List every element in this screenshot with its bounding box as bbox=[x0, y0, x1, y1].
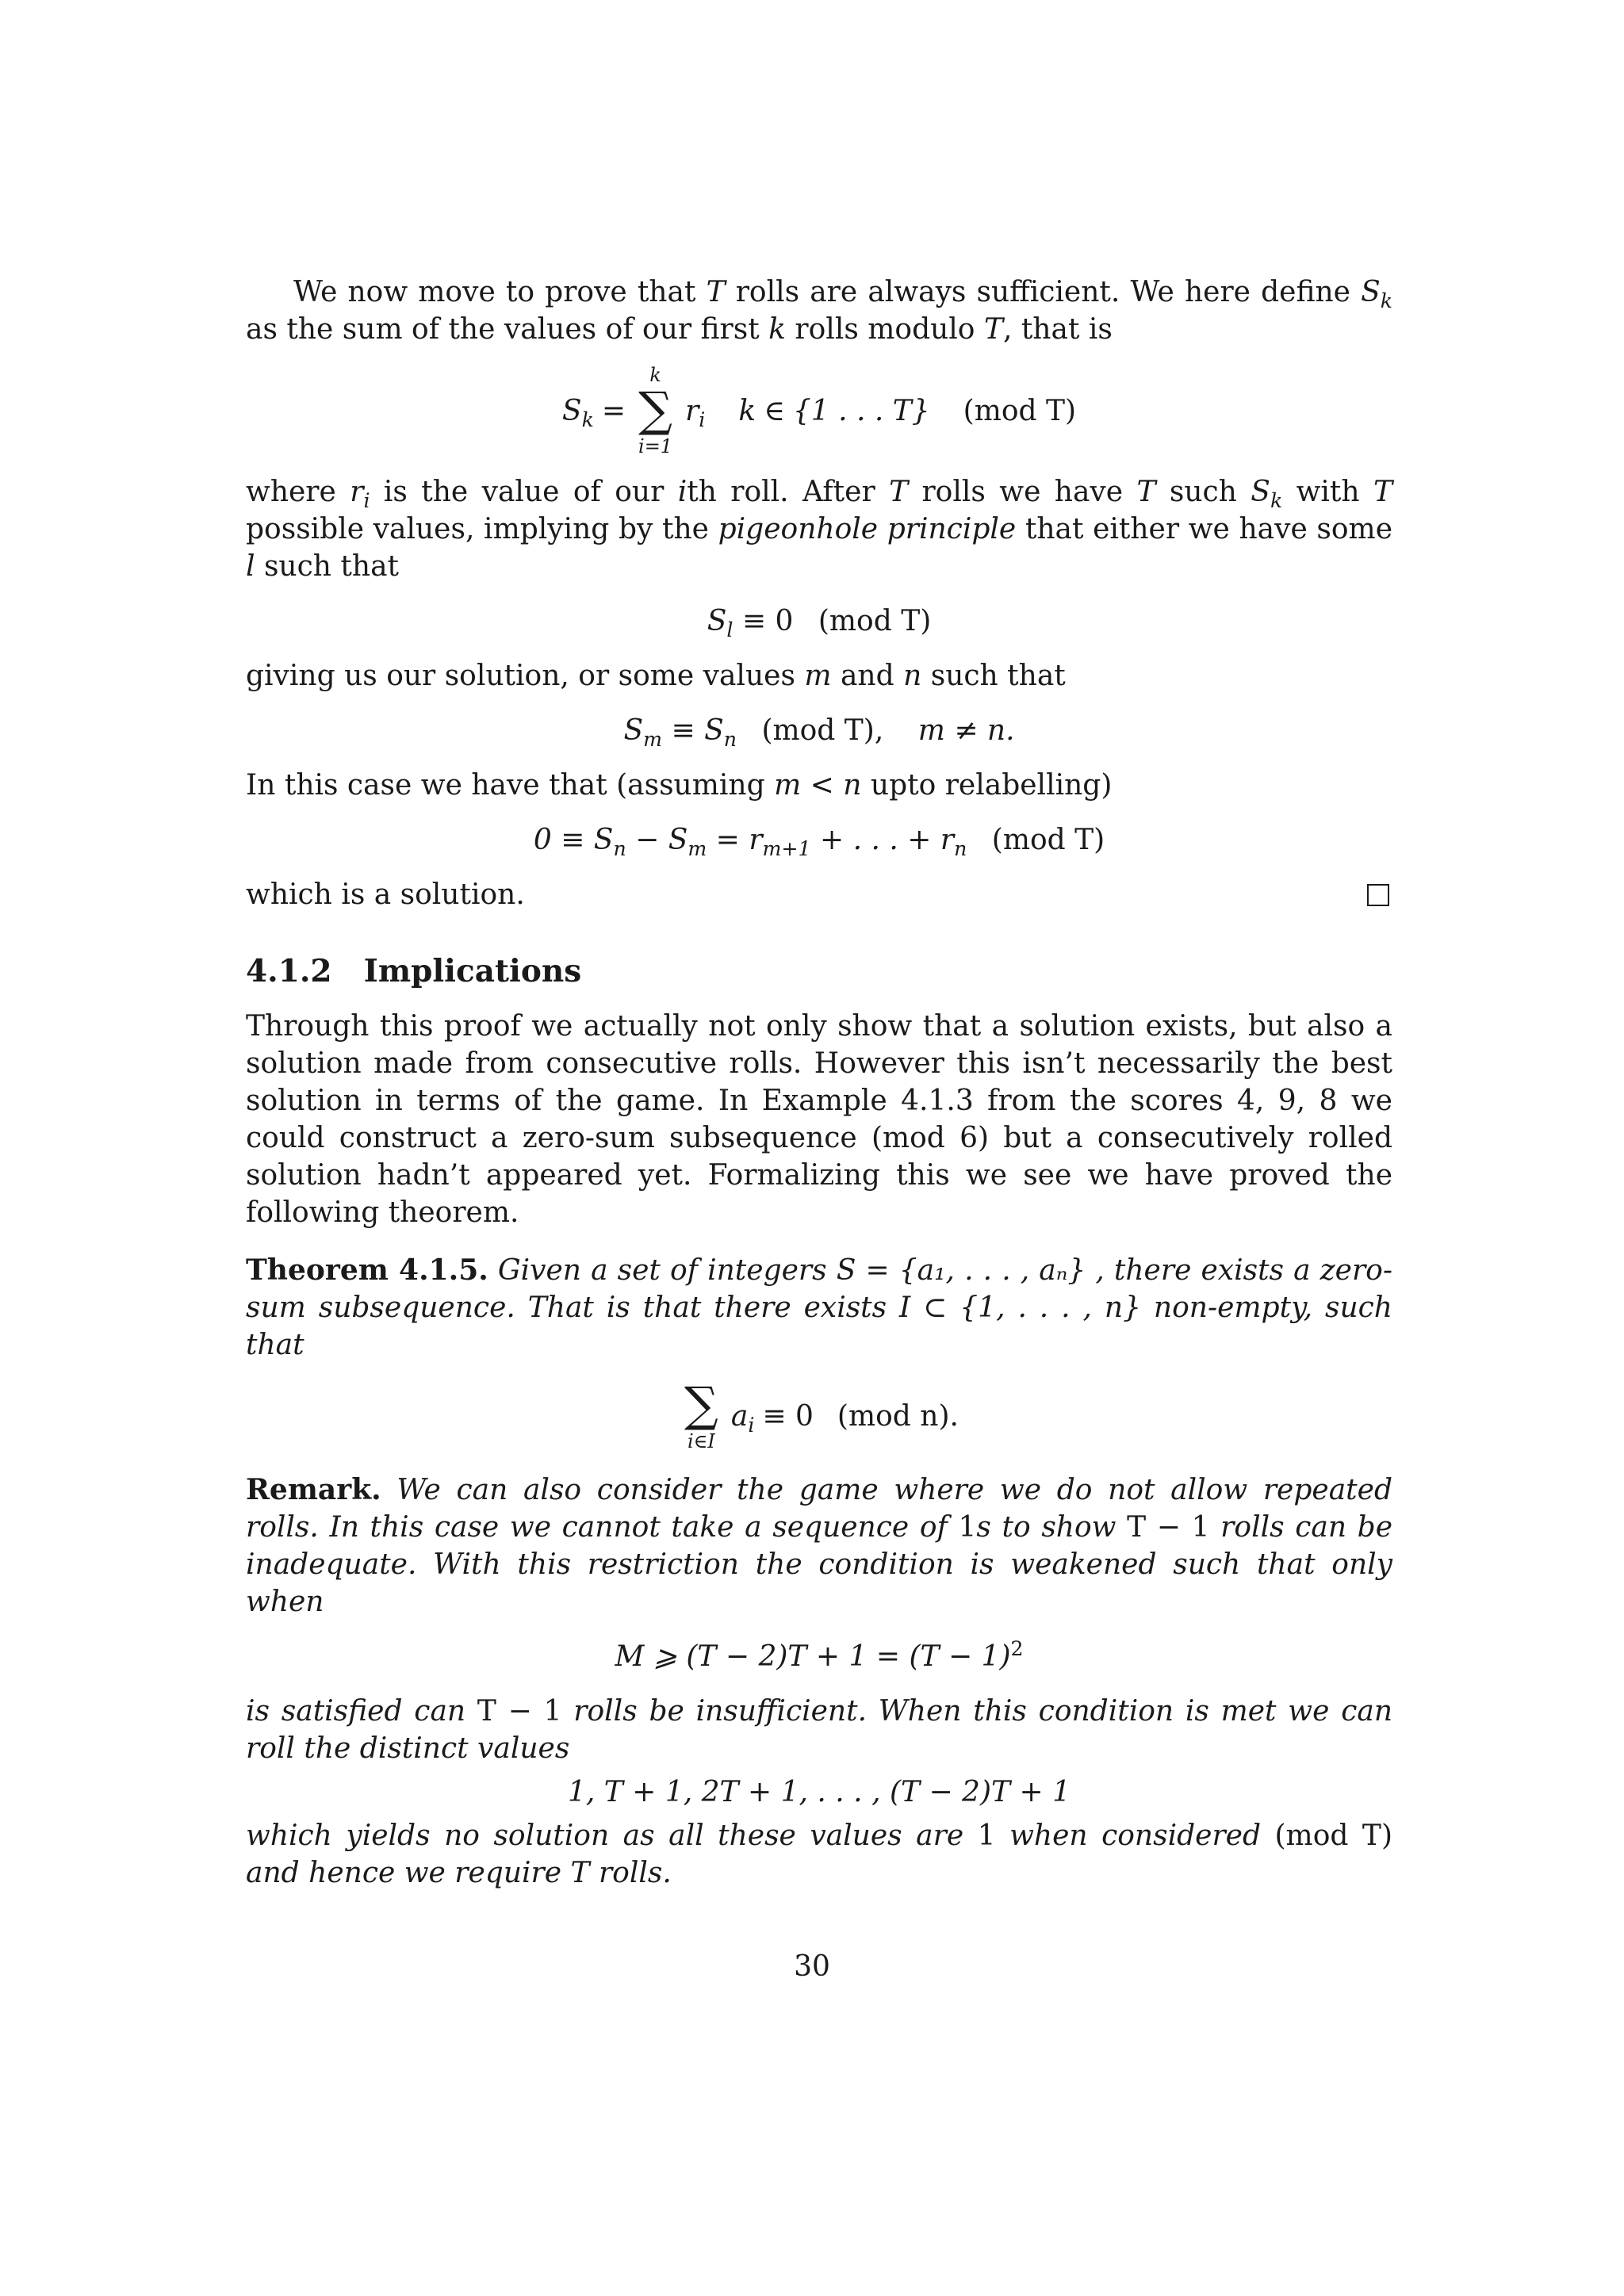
math-var: n bbox=[903, 660, 922, 692]
qed-icon bbox=[1367, 884, 1389, 906]
math-var: i bbox=[677, 476, 688, 508]
case-paragraph bbox=[246, 767, 1392, 804]
math-subset: I ⊂ {1, . . . , n} bbox=[899, 1292, 1141, 1324]
implications-paragraph: Through this proof we actually not only show that a solution exists, but also a solution made from consecutive rolls. However this isn’t necessarily the best solution in terms of the game. In Example 4.1.3 from the scores 4, 9, 8 we could construct a zero-sum subsequence (mod 6) but a consecutively rolled solution hadn’t appeared yet. Formalizing this we see we have proved the following theorem. bbox=[246, 1010, 1392, 1229]
equation-sequence bbox=[246, 1774, 1392, 1811]
intro-text: rolls are always sufficient. We here define bbox=[725, 276, 1362, 308]
pigeonhole-paragraph bbox=[246, 473, 1392, 585]
math-var: S bbox=[704, 714, 724, 747]
math-var: T bbox=[889, 476, 909, 508]
equation-sl-zero bbox=[246, 603, 1392, 640]
math-var: T bbox=[1136, 476, 1156, 508]
para-text: is the value of our bbox=[370, 476, 678, 508]
math-var: m bbox=[804, 660, 832, 692]
math-subscript: i bbox=[363, 489, 370, 513]
math-subscript: l bbox=[726, 618, 733, 642]
modulus: (mod T) bbox=[818, 605, 932, 637]
remark-text: and hence we require bbox=[246, 1857, 571, 1889]
equation-bound bbox=[246, 1638, 1392, 1675]
sum-upper-limit: k bbox=[649, 364, 661, 386]
intro-text: , that is bbox=[1002, 313, 1113, 346]
intro-text: We now move to prove that bbox=[293, 276, 707, 308]
math-superscript: 2 bbox=[1010, 1637, 1024, 1660]
theorem-text: , there exists a zero-sum subsequence. That is that there exists bbox=[246, 1254, 1392, 1324]
theorem-text: non-empty, such that bbox=[246, 1292, 1392, 1361]
para-text: such that bbox=[921, 660, 1066, 692]
modulus: (mod T) bbox=[1274, 1820, 1392, 1852]
remark-text: which yields no solution as all these values are bbox=[246, 1820, 978, 1852]
math-subscript: k bbox=[1380, 289, 1393, 313]
math-condition: m < n bbox=[774, 769, 862, 802]
math-var: T bbox=[706, 276, 726, 308]
remark-text: rolls can be inadequate. With this restriction the condition is weakened such that only when bbox=[246, 1511, 1393, 1618]
summation-operator bbox=[638, 365, 672, 456]
para-text: rolls we have bbox=[908, 476, 1137, 508]
section-heading bbox=[246, 953, 1392, 990]
math-subscript: m bbox=[643, 728, 662, 752]
equals-sign: = bbox=[601, 394, 626, 427]
section-title: Implications bbox=[363, 953, 582, 989]
math-subscript: k bbox=[1270, 489, 1283, 513]
values-paragraph bbox=[246, 657, 1392, 695]
math-expr: + . . . + r bbox=[810, 824, 955, 856]
math-var: S bbox=[1251, 476, 1270, 508]
sigma-symbol: ∑ bbox=[638, 382, 672, 438]
math-var: S bbox=[623, 714, 644, 747]
para-text: and bbox=[831, 660, 904, 692]
math-sequence: 1, T + 1, 2T + 1, . . . , (T − 2)T + 1 bbox=[568, 1776, 1071, 1808]
remark-continued bbox=[246, 1693, 1392, 1767]
para-text: th roll. After bbox=[687, 476, 890, 508]
math-expr: T − 1 bbox=[477, 1695, 562, 1728]
congruence: ≡ 0 bbox=[762, 1399, 814, 1433]
proof-end-line bbox=[246, 876, 1392, 913]
sum-lower-limit: i=1 bbox=[638, 435, 673, 457]
sigma-symbol: ∑ bbox=[684, 1377, 718, 1433]
math-subscript: k bbox=[581, 408, 594, 431]
math-expr: M ⩾ (T − 2)T + 1 = (T − 1) bbox=[615, 1640, 1011, 1673]
intro-text: rolls modulo bbox=[785, 313, 984, 346]
modulus: (mod n). bbox=[837, 1399, 959, 1433]
section-number: 4.1.2 bbox=[246, 953, 332, 989]
math-subscript: n bbox=[723, 728, 737, 752]
intro-text: as the sum of the values of our first bbox=[246, 313, 769, 346]
para-text: such bbox=[1155, 476, 1251, 508]
math-var: T bbox=[983, 313, 1003, 346]
equation-partial-sum bbox=[246, 365, 1392, 456]
congruence: ≡ 0 bbox=[741, 605, 794, 637]
math-subscript: n bbox=[954, 837, 967, 861]
modulus: (mod T) bbox=[963, 394, 1077, 427]
math-expr: 0 ≡ S bbox=[533, 824, 614, 856]
math-var: S bbox=[561, 394, 582, 427]
solution-sentence: which is a solution. bbox=[246, 878, 525, 911]
math-var: T bbox=[570, 1857, 590, 1889]
math-expr: T − 1 bbox=[1127, 1511, 1210, 1544]
para-text: giving us our solution, or some values bbox=[246, 660, 805, 692]
remark-label: Remark. bbox=[246, 1473, 381, 1506]
math-var: S bbox=[707, 605, 727, 637]
math-set: S = {a₁, . . . , aₙ} bbox=[836, 1254, 1086, 1287]
para-text: where bbox=[246, 476, 350, 508]
math-subscript: i bbox=[699, 408, 706, 431]
summation-operator bbox=[684, 1377, 718, 1452]
element-of-symbol: ∈ bbox=[764, 394, 785, 427]
remark-text: s to show bbox=[976, 1511, 1128, 1544]
equation-zero-sum bbox=[246, 1377, 1392, 1452]
page-number: 30 bbox=[794, 1950, 830, 1983]
remark-conclusion bbox=[246, 1817, 1392, 1892]
para-text: such that bbox=[255, 550, 399, 583]
modulus: (mod T), bbox=[761, 714, 884, 747]
math-var: T bbox=[1373, 476, 1392, 508]
equation-sm-sn bbox=[246, 712, 1392, 752]
math-var: S bbox=[1361, 276, 1381, 308]
remark-text: rolls be insufficient. When this condition is met we can roll the distinct values bbox=[246, 1695, 1393, 1765]
math-number: 1 bbox=[958, 1511, 977, 1544]
equation-difference bbox=[246, 821, 1392, 859]
theorem-label: Theorem 4.1.5. bbox=[246, 1253, 488, 1287]
para-text: possible values, implying by the bbox=[246, 513, 718, 545]
math-expr: − S bbox=[626, 824, 688, 856]
math-var: r bbox=[350, 476, 364, 508]
range-set: {1 . . . T} bbox=[792, 394, 930, 427]
para-text: In this case we have that (assuming bbox=[246, 769, 775, 802]
sum-lower-limit: i∈I bbox=[687, 1430, 715, 1452]
math-var: r bbox=[685, 394, 699, 427]
theorem-text: Given a set of integers bbox=[488, 1254, 837, 1287]
congruence: ≡ bbox=[671, 714, 695, 747]
inequality-condition: m ≠ n. bbox=[917, 714, 1015, 747]
page-content bbox=[246, 274, 1392, 1892]
para-text: that either we have some bbox=[1016, 513, 1392, 545]
math-number: 1 bbox=[977, 1820, 996, 1852]
remark-text: is satisfied can bbox=[246, 1695, 477, 1728]
math-var: a bbox=[730, 1399, 749, 1433]
math-var: k bbox=[768, 313, 786, 346]
math-var: k bbox=[738, 394, 756, 427]
math-subscript: i bbox=[748, 1413, 755, 1437]
emphasis-term: pigeonhole principle bbox=[718, 513, 1017, 545]
math-var: l bbox=[246, 550, 255, 583]
math-expr: = r bbox=[707, 824, 763, 856]
para-text: with bbox=[1282, 476, 1373, 508]
remark-block bbox=[246, 1471, 1392, 1621]
math-subscript: m+1 bbox=[762, 837, 811, 861]
math-subscript: n bbox=[613, 837, 626, 861]
remark-text: rolls. bbox=[589, 1857, 672, 1889]
para-text: upto relabelling) bbox=[861, 769, 1113, 802]
math-subscript: m bbox=[688, 837, 707, 861]
modulus: (mod T) bbox=[991, 824, 1105, 856]
intro-paragraph bbox=[246, 274, 1392, 348]
remark-text: We can also consider the game where we do not allow repeated rolls. In this case we cannot take a sequence of bbox=[246, 1474, 1392, 1544]
remark-text: when considered bbox=[995, 1820, 1275, 1852]
theorem-block bbox=[246, 1252, 1392, 1364]
